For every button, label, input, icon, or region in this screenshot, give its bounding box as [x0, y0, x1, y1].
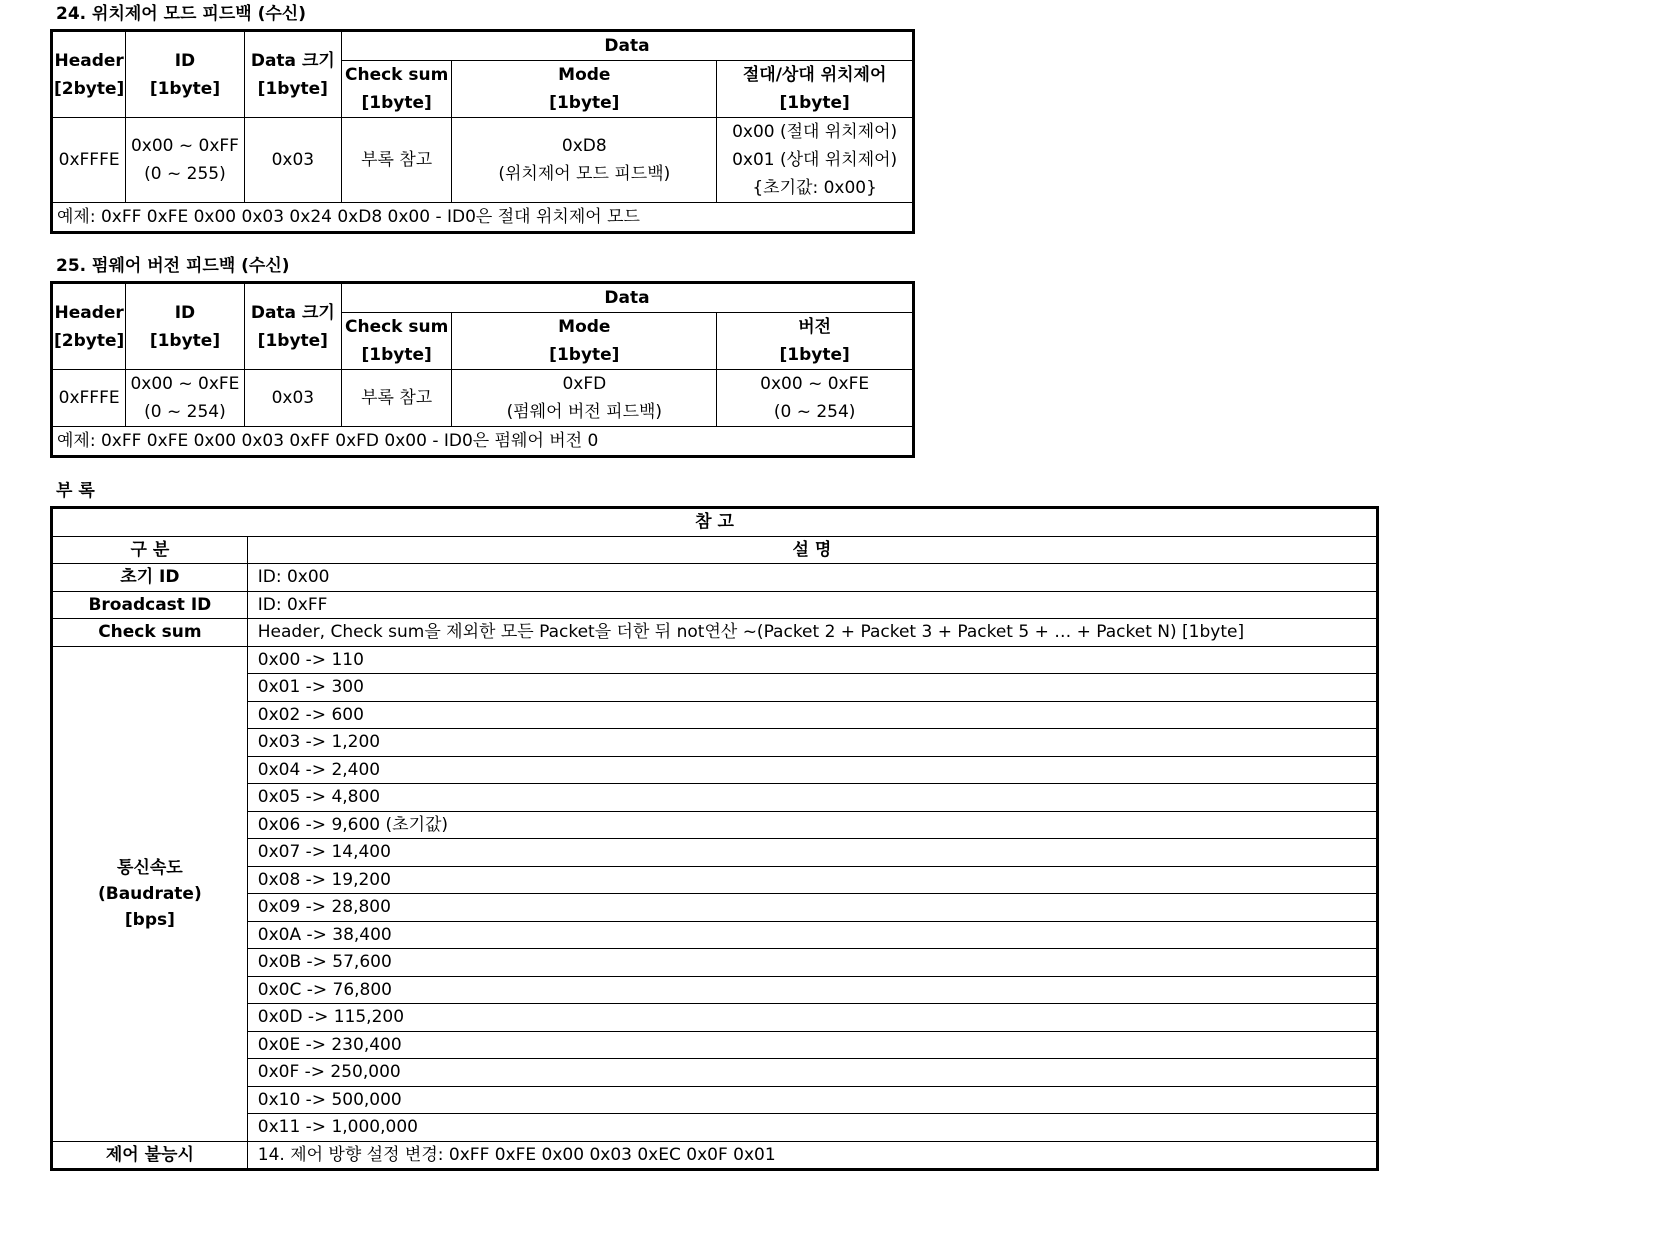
section-24-title: 24. 위치제어 모드 피드백 (수신) — [56, 4, 306, 24]
control-loss-label: 제어 불능시 — [52, 1141, 248, 1170]
baudrate-value: 0x06 -> 9,600 (초기값) — [247, 811, 1377, 839]
data-size-col: Data 크기 [1byte] — [244, 31, 341, 118]
data-group-header: Data — [341, 283, 913, 313]
baudrate-value: 0x11 -> 1,000,000 — [247, 1114, 1377, 1142]
firmware-version-feedback-table — [50, 281, 915, 458]
baudrate-row — [52, 756, 1378, 784]
baudrate-row — [52, 1059, 1378, 1087]
checksum-col: Check sum [1byte] — [341, 61, 451, 118]
broadcast-id-label: Broadcast ID — [52, 591, 248, 619]
baudrate-row — [52, 839, 1378, 867]
id-value: 0x00 ~ 0xFF (0 ~ 255) — [126, 118, 244, 203]
baudrate-row — [52, 701, 1378, 729]
position-mode-feedback-table — [50, 29, 915, 234]
category-header: 구 분 — [52, 536, 248, 564]
baudrate-value: 0x08 -> 19,200 — [247, 866, 1377, 894]
description-header: 설 명 — [247, 536, 1377, 564]
checksum-col: Check sum [1byte] — [341, 313, 451, 370]
baudrate-value: 0x0B -> 57,600 — [247, 949, 1377, 977]
baudrate-row — [52, 1031, 1378, 1059]
baudrate-row — [52, 949, 1378, 977]
baudrate-value: 0x04 -> 2,400 — [247, 756, 1377, 784]
checksum-desc: Header, Check sum을 제외한 모든 Packet을 더한 뒤 not연산 ~(Packet 2 + Packet 3 + Packet 5 + … + Packet N) [1byte] — [247, 619, 1377, 647]
baudrate-row — [52, 894, 1378, 922]
baudrate-value: 0x0A -> 38,400 — [247, 921, 1377, 949]
table-row — [52, 619, 1378, 647]
example-row: 예제: 0xFF 0xFE 0x00 0x03 0xFF 0xFD 0x00 - ID0은 펌웨어 버전 0 — [52, 427, 914, 457]
table-row — [52, 591, 1378, 619]
baudrate-value: 0x0E -> 230,400 — [247, 1031, 1377, 1059]
baudrate-value: 0x03 -> 1,200 — [247, 729, 1377, 757]
mode-value: 0xD8 (위치제어 모드 피드백) — [452, 118, 717, 203]
baudrate-row — [52, 921, 1378, 949]
data-size-col: Data 크기 [1byte] — [244, 283, 341, 370]
baudrate-value: 0x05 -> 4,800 — [247, 784, 1377, 812]
mode-value: 0xFD (펌웨어 버전 피드백) — [452, 370, 717, 427]
header-value: 0xFFFE — [52, 370, 126, 427]
version-col: 버전 [1byte] — [717, 313, 914, 370]
mode-col: Mode [1byte] — [452, 61, 717, 118]
baudrate-value: 0x00 -> 110 — [247, 646, 1377, 674]
abs-rel-value: 0x00 (절대 위치제어) 0x01 (상대 위치제어) {초기값: 0x00} — [717, 118, 914, 203]
baudrate-row — [52, 784, 1378, 812]
appendix-table — [50, 506, 1379, 1171]
table-row — [52, 564, 1378, 592]
id-col: ID [1byte] — [126, 283, 244, 370]
baudrate-value: 0x09 -> 28,800 — [247, 894, 1377, 922]
baudrate-value: 0x01 -> 300 — [247, 674, 1377, 702]
example-row: 예제: 0xFF 0xFE 0x00 0x03 0x24 0xD8 0x00 - ID0은 절대 위치제어 모드 — [52, 203, 914, 233]
section-25-title: 25. 펌웨어 버전 피드백 (수신) — [56, 256, 290, 276]
baudrate-value: 0x07 -> 14,400 — [247, 839, 1377, 867]
baudrate-row — [52, 1004, 1378, 1032]
version-value: 0x00 ~ 0xFE (0 ~ 254) — [717, 370, 914, 427]
table-row — [52, 1141, 1378, 1170]
baudrate-row — [52, 811, 1378, 839]
baudrate-value: 0x0D -> 115,200 — [247, 1004, 1377, 1032]
baudrate-value: 0x0C -> 76,800 — [247, 976, 1377, 1004]
baudrate-row — [52, 866, 1378, 894]
baudrate-row — [52, 674, 1378, 702]
baudrate-row — [52, 976, 1378, 1004]
baudrate-value: 0x02 -> 600 — [247, 701, 1377, 729]
appendix-table-title: 참 고 — [52, 508, 1378, 537]
header-value: 0xFFFE — [52, 118, 126, 203]
checksum-value: 부록 참고 — [341, 370, 451, 427]
id-value: 0x00 ~ 0xFE (0 ~ 254) — [126, 370, 244, 427]
broadcast-id-value: ID: 0xFF — [247, 591, 1377, 619]
header-col: Header [2byte] — [52, 283, 126, 370]
checksum-value: 부록 참고 — [341, 118, 451, 203]
init-id-value: ID: 0x00 — [247, 564, 1377, 592]
mode-col: Mode [1byte] — [452, 313, 717, 370]
id-col: ID [1byte] — [126, 31, 244, 118]
data-size-value: 0x03 — [244, 118, 341, 203]
baudrate-value: 0x10 -> 500,000 — [247, 1086, 1377, 1114]
appendix-title: 부 록 — [56, 481, 95, 501]
checksum-label: Check sum — [52, 619, 248, 647]
baudrate-row — [52, 729, 1378, 757]
data-group-header: Data — [341, 31, 913, 61]
baudrate-row — [52, 1114, 1378, 1142]
data-size-value: 0x03 — [244, 370, 341, 427]
baudrate-row — [52, 1086, 1378, 1114]
baudrate-row — [52, 646, 1378, 674]
init-id-label: 초기 ID — [52, 564, 248, 592]
baudrate-value: 0x0F -> 250,000 — [247, 1059, 1377, 1087]
header-col: Header [2byte] — [52, 31, 126, 118]
control-loss-value: 14. 제어 방향 설정 변경: 0xFF 0xFE 0x00 0x03 0xEC 0x0F 0x01 — [247, 1141, 1377, 1170]
abs-rel-col: 절대/상대 위치제어 [1byte] — [717, 61, 914, 118]
baudrate-label: 통신속도 (Baudrate) [bps] — [52, 646, 248, 1141]
